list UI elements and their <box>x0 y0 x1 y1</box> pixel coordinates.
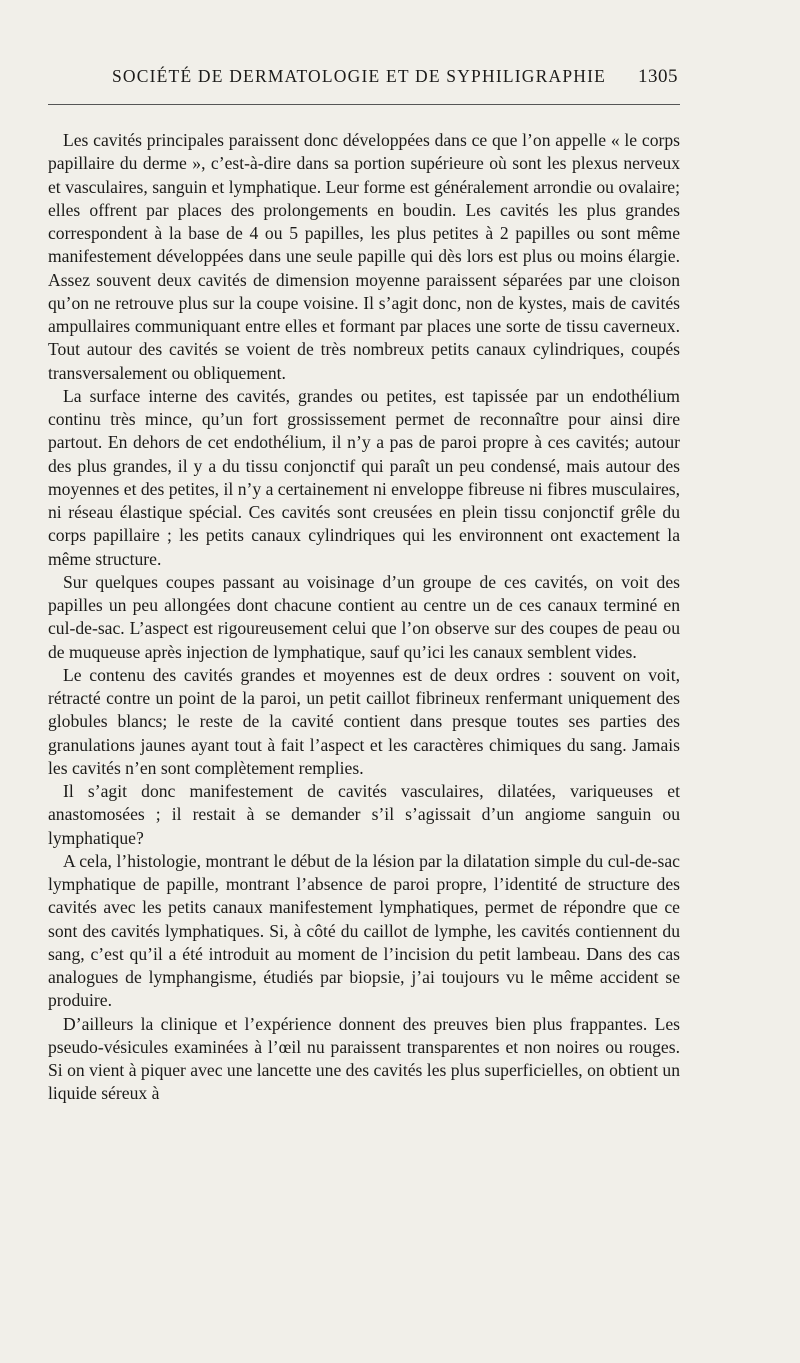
header-rule <box>48 104 680 105</box>
paragraph: D’ailleurs la clinique et l’expérience donnent des preuves bien plus frappantes. Les pseudo-vésicules examinées à l’œil nu paraissent transparentes et non noires ou rouges. Si on vient à piquer avec une lancette une des cavités les plus superficielles, on obtient un liquide séreux à <box>48 1013 680 1104</box>
paragraph: Il s’agit donc manifestement de cavités vasculaires, dilatées, variqueuses et anastomosées ; il restait à se demander s’il s’agissait d’un angiome sanguin ou lymphatique? <box>48 781 680 848</box>
paragraph: A cela, l’histologie, montrant le début de la lésion par la dilatation simple du cul-de-sac lymphatique de papille, montrant l’absence de paroi propre, l’identité de structure des cavités avec les petits canaux manifestement lymphatiques, permet de répondre que ce sont des cavités lymphatiques. Si, à côté du caillot de lymphe, les cavités contiennent du sang, c’est qu’il a été introduit au moment de l’incision du petit lambeau. Dans des cas analogues de lymphangisme, étudiés par biopsie, j’ai toujours vu le même accident se produire. <box>48 850 680 1011</box>
body-text <box>48 129 680 1106</box>
paragraph: La surface interne des cavités, grandes ou petites, est tapissée par un endothélium continu très mince, qu’un fort grossissement permet de reconnaître pour ainsi dire partout. En dehors de cet endothélium, il n’y a pas de paroi propre à ces cavités; autour des plus grandes, il y a du tissu conjonctif qui paraît un peu condensé, mais autour des moyennes et des petites, il n’y a certainement ni enveloppe fibreuse ni fibres musculaires, ni réseau élastique spécial. Ces cavités sont creusées en plein tissu conjonctif grêle du corps papillaire ; les petits canaux cylindriques qui les environnent ont exactement la même structure. <box>48 385 680 569</box>
paragraph: Sur quelques coupes passant au voisinage d’un groupe de ces cavités, on voit des papilles un peu allongées dont chacune contient au centre un de ces canaux terminé en cul-de-sac. L’aspect est rigoureusement celui que l’on observe sur des coupes de peau ou de muqueuse après injection de lymphatique, sauf qu’ici les canaux semblent vides. <box>48 571 680 662</box>
running-title: SOCIÉTÉ DE DERMATOLOGIE ET DE SYPHILIGRAPHIE <box>112 66 607 86</box>
page <box>48 66 680 1106</box>
paragraph: Le contenu des cavités grandes et moyennes est de deux ordres : souvent on voit, rétracté contre un point de la paroi, un petit caillot fibrineux renfermant uniquement des globules blancs; le reste de la cavité contient dans presque toutes ses parties des granulations jaunes ayant tout à fait l’aspect et les caractères chimiques du sang. Jamais les cavités n’en sont complètement remplies. <box>48 664 680 778</box>
page-number: 1305 <box>638 66 678 87</box>
running-header <box>48 66 680 96</box>
paragraph: Les cavités principales paraissent donc développées dans ce que l’on appelle « le corps papillaire du derme », c’est-à-dire dans sa portion supérieure où sont les plexus nerveux et vasculaires, sanguin et lymphatique. Leur forme est généralement arrondie ou ovalaire; elles offrent par places des prolongements en boudin. Les cavités les plus grandes correspondent à la base de 4 ou 5 papilles, les plus petites à 2 papilles ou sont même manifestement développées dans une seule papille qui dès lors est plus ou moins élargie. Assez souvent deux cavités de dimension moyenne paraissent séparées par une cloison qu’on ne retrouve plus sur la coupe voisine. Il s’agit donc, non de kystes, mais de cavités ampullaires communiquant entre elles et formant par places une sorte de tissu caverneux. Tout autour des cavités se voient de très nombreux petits canaux cylindriques, coupés transversalement ou obliquement. <box>48 130 680 383</box>
